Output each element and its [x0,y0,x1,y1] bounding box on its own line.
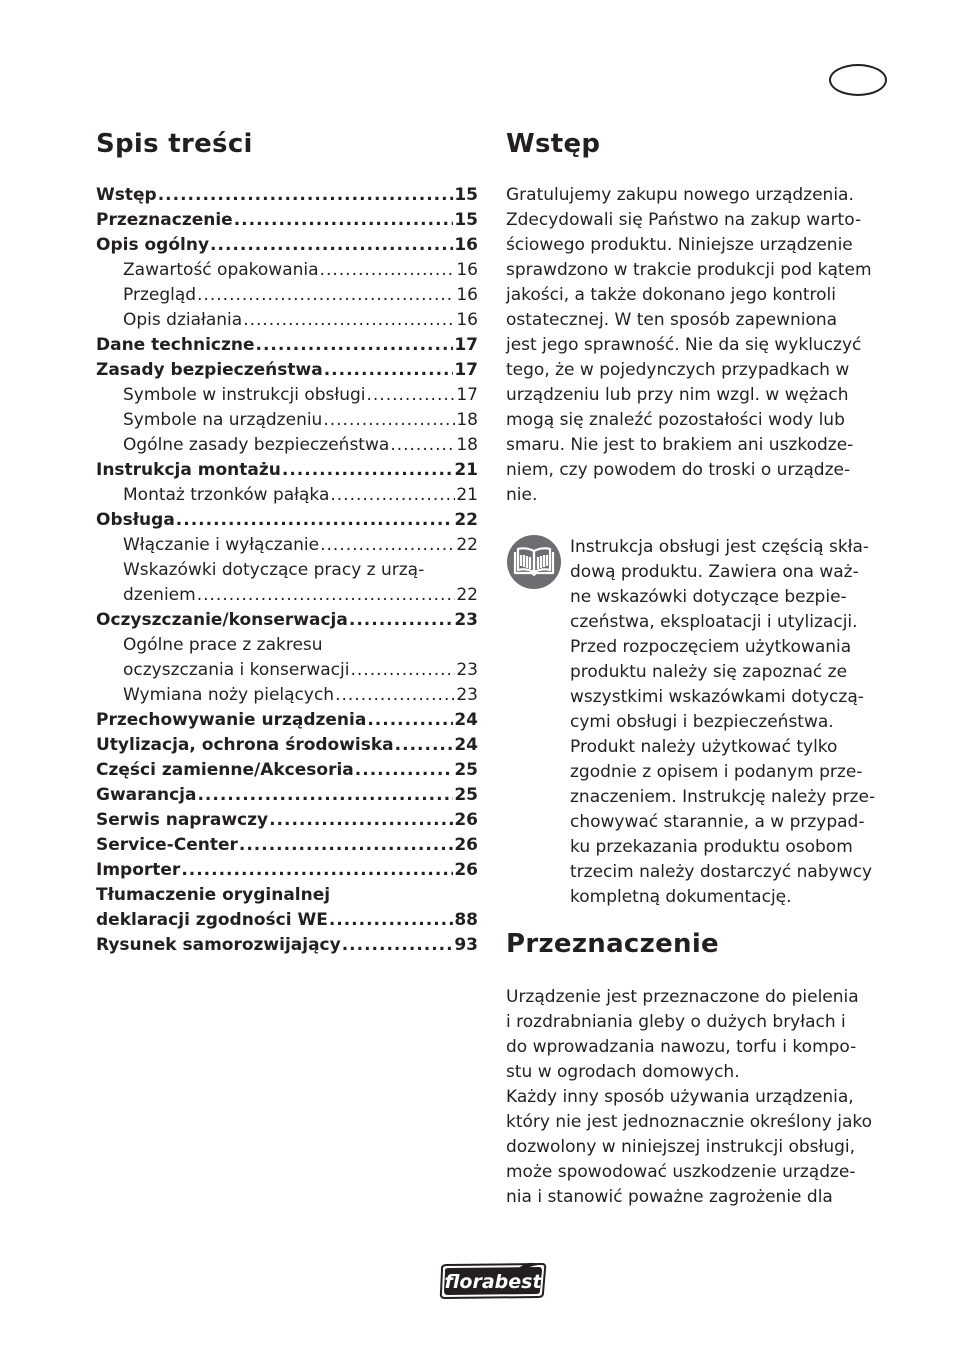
toc-entry-title: Service-Center [96,835,238,855]
toc-entry [96,358,478,383]
text-line: trzecim należy dostarczyć nabywcy [570,862,873,882]
toc-entry [96,333,478,358]
toc-entry [96,483,478,508]
toc-entry [96,908,478,933]
toc-entry-page: 25 [454,760,478,780]
toc-entry-page: 16 [454,235,478,255]
toc-entry-page: 26 [454,835,478,855]
text-line: ne wskazówki dotyczące bezpie- [570,587,847,607]
toc-entry-page: 22 [454,510,478,530]
toc-leader-dots [390,433,455,458]
toc-entry [96,833,478,858]
toc-leader-dots [320,533,455,558]
text-line: wszystkimi wskazówkami dotyczą- [570,687,864,707]
toc-entry-title: Obsługa [96,510,175,530]
toc-entry [96,658,478,683]
text-line: znaczeniem. Instrukcję należy prze- [570,787,876,807]
toc-entry-page: 17 [454,335,478,355]
toc-leader-dots [158,183,454,208]
toc-entry-title: Przechowywanie urządzenia [96,710,367,730]
toc-entry-page: 16 [456,310,478,330]
toc-entry [96,858,478,883]
note-icon-circle [507,535,561,589]
text-line: urządzeniu lub przy nim wzgl. w wężach [506,385,849,405]
text-line: czeństwa, eksploatacji i utylizacji. [570,612,858,632]
toc-entry [96,783,478,808]
toc-entry [96,933,478,958]
text-line: dozwolony w niniejszej instrukcji obsługi, [506,1137,856,1157]
text-line: ku przekazania produktu osobom [570,837,853,857]
toc-entry-title: Przeznaczenie [96,210,233,230]
toc-entry-page: 25 [454,785,478,805]
toc-entry [96,758,478,783]
text-line: sprawdzono w trakcie produkcji pod kątem [506,260,872,280]
text-line: tego, że w pojedynczych przypadkach w [506,360,850,380]
toc-entry [96,883,478,908]
toc-leader-dots [323,408,455,433]
text-line: ściowego produktu. Niniejsze urządzenie [506,235,853,255]
toc-entry-title: deklaracji zgodności WE [96,910,328,930]
toc-leader-dots [320,258,456,283]
toc-entry-title: Ogólne zasady bezpieczeństwa [123,435,390,455]
toc-entry [96,258,478,283]
toc-entry [96,458,478,483]
toc-leader-dots [234,208,454,233]
toc-leader-dots [243,308,455,333]
toc-entry-page: 18 [456,410,478,430]
text-line: jest jego sprawność. Nie da się wykluczyć [506,335,862,355]
toc-entry-title: Rysunek samorozwijający [96,935,341,955]
toc-entry [96,508,478,533]
toc-entry-title: dzeniem [123,585,196,605]
toc-entry-title: Serwis naprawczy [96,810,269,830]
toc-entry-title: Dane techniczne [96,335,255,355]
toc-entry-page: 17 [454,360,478,380]
toc-entry [96,183,478,208]
toc-leader-dots [197,283,455,308]
toc-entry [96,583,478,608]
toc-entry-title: Przegląd [123,285,197,305]
toc-leader-dots [269,808,453,833]
toc-leader-dots [342,933,454,958]
text-line: dową produktu. Zawiera ona waż- [570,562,859,582]
table-of-contents [96,183,478,958]
text-line: Zdecydowali się Państwo na zakup warto- [506,210,862,230]
toc-entry-title: Opis działania [123,310,243,330]
toc-entry-title: Montaż trzonków pałąka [123,485,330,505]
toc-entry-page: 22 [456,535,478,555]
text-line: Urządzenie jest przeznaczone do pielenia [506,987,859,1007]
text-line: mogą się znaleźć pozostałości wody lub [506,410,845,430]
toc-entry-title: oczyszczania i konserwacji [123,660,350,680]
open-book-icon [507,535,561,589]
toc-entry-page: 21 [454,460,478,480]
toc-entry [96,708,478,733]
text-line: Każdy inny sposób używania urządzenia, [506,1087,854,1107]
toc-entry [96,208,478,233]
toc-entry-page: 16 [456,285,478,305]
toc-leader-dots [367,708,453,733]
text-line: Instrukcja obsługi jest częścią skła- [570,537,870,557]
text-line: i rozdrabniania gleby o dużych bryłach i [506,1012,846,1032]
text-line: ostatecznej. W ten sposób zapewniona [506,310,838,330]
intro-title: Wstęp [506,129,601,159]
toc-entry-page: 93 [454,935,478,955]
toc-entry-page: 26 [454,810,478,830]
toc-entry-title: Zasady bezpieczeństwa [96,360,323,380]
toc-entry-title: Wskazówki dotyczące pracy z urzą- [123,560,425,580]
text-line: Gratulujemy zakupu nowego urządzenia. [506,185,854,205]
toc-entry-title: Ogólne prace z zakresu [123,635,323,655]
text-line: zgodnie z opisem i podanym prze- [570,762,863,782]
toc-leader-dots [256,333,454,358]
text-line: może spowodować uszkodzenie urządze- [506,1162,856,1182]
toc-entry-title: Zawartość opakowania [123,260,319,280]
brand-name: florabest [444,1271,542,1293]
toc-entry-title: Importer [96,860,181,880]
text-line: kompletną dokumentację. [570,887,792,907]
toc-entry-page: 24 [454,735,478,755]
toc-entry-page: 16 [456,260,478,280]
toc-entry [96,283,478,308]
toc-entry [96,683,478,708]
text-line: nie. [506,485,538,505]
toc-title: Spis treści [96,129,253,159]
toc-leader-dots [329,908,454,933]
toc-entry-title: Opis ogólny [96,235,210,255]
text-line: niem, czy powodem do troski o urządze- [506,460,851,480]
toc-entry-title: Tłumaczenie oryginalnej [96,885,331,905]
toc-leader-dots [197,583,456,608]
toc-leader-dots [335,683,455,708]
toc-leader-dots [197,783,453,808]
purpose-text [506,985,890,1210]
toc-entry-page: 88 [454,910,478,930]
toc-entry-title: Wymiana noży pielących [123,685,335,705]
text-line: cymi obsługi i bezpieczeństwa. [570,712,834,732]
toc-leader-dots [282,458,453,483]
toc-entry-page: 22 [456,585,478,605]
toc-entry [96,733,478,758]
toc-entry [96,808,478,833]
text-line: Produkt należy użytkować tylko [570,737,838,757]
toc-leader-dots [367,383,456,408]
toc-leader-dots [239,833,453,858]
language-badge [829,64,887,96]
toc-leader-dots [324,358,454,383]
toc-entry-title: Gwarancja [96,785,197,805]
toc-entry-page: 24 [454,710,478,730]
toc-entry-title: Instrukcja montażu [96,460,281,480]
toc-entry-page: 21 [456,485,478,505]
toc-entry [96,533,478,558]
toc-entry-title: Symbole na urządzeniu [123,410,323,430]
toc-entry-title: Wstęp [96,185,157,205]
toc-entry [96,433,478,458]
toc-entry [96,633,478,658]
toc-leader-dots [176,508,454,533]
toc-entry-page: 17 [456,385,478,405]
toc-entry [96,233,478,258]
toc-entry [96,383,478,408]
toc-leader-dots [181,858,453,883]
toc-entry-page: 18 [456,435,478,455]
toc-leader-dots [330,483,455,508]
toc-leader-dots [355,758,454,783]
toc-entry [96,558,478,583]
text-line: do wprowadzania nawozu, torfu i kompo- [506,1037,857,1057]
text-line: stu w ogrodach domowych. [506,1062,740,1082]
toc-entry-page: 23 [456,660,478,680]
toc-entry-title: Włączanie i wyłączanie [123,535,320,555]
intro-text [506,183,890,508]
text-line: nia i stanowić poważne zagrożenie dla [506,1187,833,1207]
text-line: produktu należy się zapoznać ze [570,662,848,682]
toc-entry-title: Oczyszczanie/konserwacja [96,610,348,630]
toc-entry [96,308,478,333]
toc-leader-dots [210,233,453,258]
toc-entry-page: 15 [454,185,478,205]
toc-entry-title: Części zamienne/Akcesoria [96,760,354,780]
text-line: smaru. Nie jest to brakiem ani uszkodze- [506,435,854,455]
text-line: chowywać starannie, a w przypad- [570,812,865,832]
text-line: który nie jest jednoznacznie określony jako [506,1112,873,1132]
brand-logo [438,1262,548,1300]
toc-leader-dots [349,608,453,633]
toc-entry-page: 15 [454,210,478,230]
toc-entry-page: 23 [456,685,478,705]
toc-entry [96,608,478,633]
text-line: Przed rozpoczęciem użytkowania [570,637,852,657]
purpose-title: Przeznaczenie [506,929,719,959]
text-line: jakości, a także dokonano jego kontroli [506,285,836,305]
toc-leader-dots [350,658,455,683]
note-text [570,535,890,910]
toc-entry [96,408,478,433]
toc-entry-page: 26 [454,860,478,880]
toc-entry-page: 23 [454,610,478,630]
toc-entry-title: Utylizacja, ochrona środowiska [96,735,394,755]
toc-entry-title: Symbole w instrukcji obsługi [123,385,366,405]
toc-leader-dots [395,733,454,758]
